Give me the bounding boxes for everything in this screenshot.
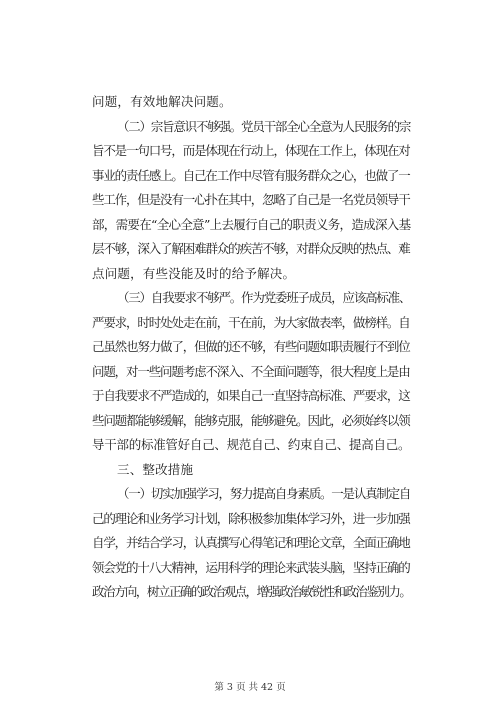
document-body: [92, 90, 410, 605]
page-footer: [0, 679, 500, 693]
paragraph-self-requirement: [92, 286, 410, 458]
text-line: 层不够，深入了解困难群众的疾苦不够，对群众反映的热点、难: [92, 241, 410, 256]
text-line: 己的理论和业务学习计划，除积极参加集体学习外，进一步加强: [92, 510, 410, 526]
text-line: 己虽然也努力做了，但做的还不够，有些问题如职责履行不到位: [92, 339, 410, 354]
text-line: 问题，有效地解决问题。: [92, 94, 232, 109]
text-line: 旨不是一句口号，而是体现在行动上，体现在工作上，体现在对: [92, 143, 410, 158]
text-line: 于自我要求不严造成的，如果自己一直坚持高标准、严要求，这: [92, 388, 410, 403]
text-line: 部，需要在“全心全意”上去履行自己的职责义务，造成深入基: [92, 216, 411, 232]
text-line: （一）切实加强学习，努力提高自身素质。一是认真制定自: [117, 486, 411, 501]
text-line: 问题，对一些问题考虑不深入、不全面问题等，很大程度上是由: [92, 363, 410, 379]
paragraph-purpose-awareness: [92, 115, 410, 287]
text-line: 自学，并结合学习，认真撰写心得笔记和理论文章，全面正确地: [92, 535, 410, 550]
text-line: 三、整改措施: [117, 461, 194, 477]
text-line: 些问题都能够缓解，能够克服，能够避免。因此，必须始终以领: [92, 412, 410, 428]
paragraph-continuation: [92, 90, 410, 115]
text-line: （二）宗旨意识不够强。党员干部全心全意为人民服务的宗: [117, 118, 411, 134]
text-line: 事业的责任感上。自己在工作中尽管有服务群众之心，也做了一: [92, 167, 410, 183]
page-number: 第 3 页 共 42 页: [214, 682, 286, 693]
text-line: （三）自我要求不够严。作为党委班子成员，应该高标准、: [117, 290, 411, 305]
text-line: 导干部的标准管好自己、规范自己、约束自己、提高自己。: [92, 437, 411, 452]
paragraph-strengthen-study: [92, 482, 410, 605]
text-line: 领会党的十八大精神，运用科学的理论来武装头脑，坚持正确的: [92, 559, 410, 575]
text-line: 些工作，但是没有一心扑在其中，忽略了自己是一名党员领导干: [92, 192, 410, 207]
section-heading-rectification: [92, 458, 410, 483]
text-line: 严要求，时时处处走在前，干在前，为大家做表率，做榜样。自: [92, 314, 410, 330]
text-line: 点问题，有些没能及时的给予解决。: [92, 265, 296, 281]
text-line: 政治方向，树立正确的政治观点，增强政治敏锐性和政治鉴别力。: [92, 584, 411, 599]
